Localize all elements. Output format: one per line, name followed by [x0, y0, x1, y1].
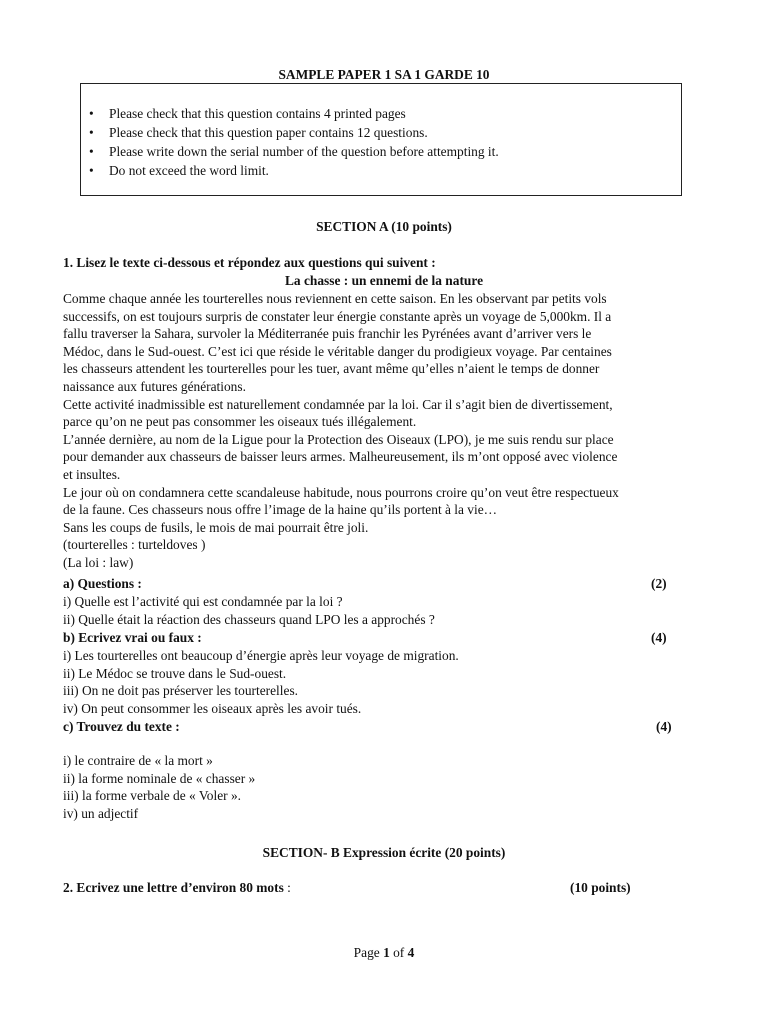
passage-title: La chasse : un ennemi de la nature	[284, 273, 484, 288]
part-b-statement: iv) On peut consommer les oiseaux après les avoir tués.	[63, 700, 362, 716]
passage-text	[63, 290, 713, 572]
question-1-prompt: 1. Lisez le texte ci-dessous et répondez aux questions qui suivent :	[63, 255, 436, 270]
passage-line: Sans les coups de fusils, le mois de mai pourrait être joli.	[63, 519, 369, 535]
section-b-heading: SECTION- B Expression écrite (20 points)	[262, 845, 506, 860]
instructions-list	[89, 104, 499, 180]
part-a-points: (2)	[651, 576, 667, 591]
passage-line: Cette activité inadmissible est naturellement condamnée par la loi. Car il s’agit bien de divertissement,	[63, 396, 613, 412]
passage-line: Le jour où on condamnera cette scandaleuse habitude, nous pourrons croire qu’on veut être respectueux	[63, 484, 619, 500]
passage-line: L’année dernière, au nom de la Ligue pour la Protection des Oiseaux (LPO), je me suis rendu sur place	[63, 431, 614, 447]
page-number: Page 1 of 4	[353, 945, 415, 960]
part-a-questions	[63, 593, 713, 628]
paper-title: SAMPLE PAPER 1 SA 1 GARDE 10	[278, 67, 490, 82]
passage-line: successifs, on est toujours surpris de constater leur énergie constante après un voyage de 5,000km. Il a	[63, 308, 612, 324]
passage-line: Médoc, dans le Sud-ouest. C’est ici que réside le véritable danger du prodigieux voyage. Par centaines	[63, 343, 612, 359]
part-b-label: b) Ecrivez vrai ou faux :	[63, 630, 202, 645]
instructions-box	[80, 83, 682, 196]
section-a-heading: SECTION A (10 points)	[316, 219, 452, 234]
part-b-statement: iii) On ne doit pas préserver les tourterelles.	[63, 683, 299, 699]
part-b-statement: ii) Le Médoc se trouve dans le Sud-ouest.	[63, 665, 287, 681]
instruction-item: • Please check that this question paper contains 12 questions.	[89, 123, 499, 142]
part-c-label: c) Trouvez du texte :	[63, 719, 180, 734]
part-c-item: iii) la forme verbale de « Voler ».	[63, 788, 241, 804]
passage-line: (tourterelles : turteldoves )	[63, 537, 206, 553]
question-2-prompt: 2. Ecrivez une lettre d’environ 80 mots :	[63, 880, 291, 895]
passage-line: les chasseurs attendent les tourterelles pour les tuer, avant même qu’elles n’aient le temps de donner	[63, 361, 600, 377]
part-b-statement: i) Les tourterelles ont beaucoup d’énergie après leur voyage de migration.	[63, 648, 459, 663]
passage-line: pour demander aux chasseurs de baisser leurs armes. Malheureusement, ils m’ont opposé avec violence	[63, 449, 618, 465]
part-c-item: i) le contraire de « la mort »	[63, 753, 213, 768]
passage-line: de la faune. Ces chasseurs nous offre l’image de la haine qu’ils portent à la vie…	[63, 502, 498, 518]
part-c-item: ii) la forme nominale de « chasser »	[63, 770, 256, 786]
passage-line: parce qu’on ne peut pas consommer les oiseaux tués illégalement.	[63, 414, 417, 430]
instruction-item: • Please write down the serial number of the question before attempting it.	[89, 142, 499, 161]
part-a-label: a) Questions :	[63, 576, 142, 591]
part-a-question: i) Quelle est l’activité qui est condamnée par la loi ?	[63, 594, 343, 609]
passage-line: et insultes.	[63, 466, 121, 482]
passage-line: Comme chaque année les tourterelles nous reviennent en cette saison. En les observant par petits vols	[63, 291, 607, 306]
part-c-items	[63, 752, 713, 822]
instruction-item: • Please check that this question contains 4 printed pages	[89, 104, 499, 123]
passage-line: fallu traverser la Sahara, survoler la Méditerranée puis franchir les Pyrénées avant d’arriver vers le	[63, 326, 592, 342]
passage-line: naissance aux futures générations.	[63, 378, 246, 394]
instruction-item: • Do not exceed the word limit.	[89, 161, 499, 180]
part-a-question: ii) Quelle était la réaction des chasseurs quand LPO les a approchés ?	[63, 611, 435, 627]
passage-line: (La loi : law)	[63, 554, 134, 570]
part-b-points: (4)	[651, 630, 667, 645]
part-c-item: iv) un adjectif	[63, 805, 139, 821]
part-c-points: (4)	[656, 719, 672, 734]
part-b-statements	[63, 647, 713, 717]
question-2-points: (10 points)	[570, 880, 631, 895]
